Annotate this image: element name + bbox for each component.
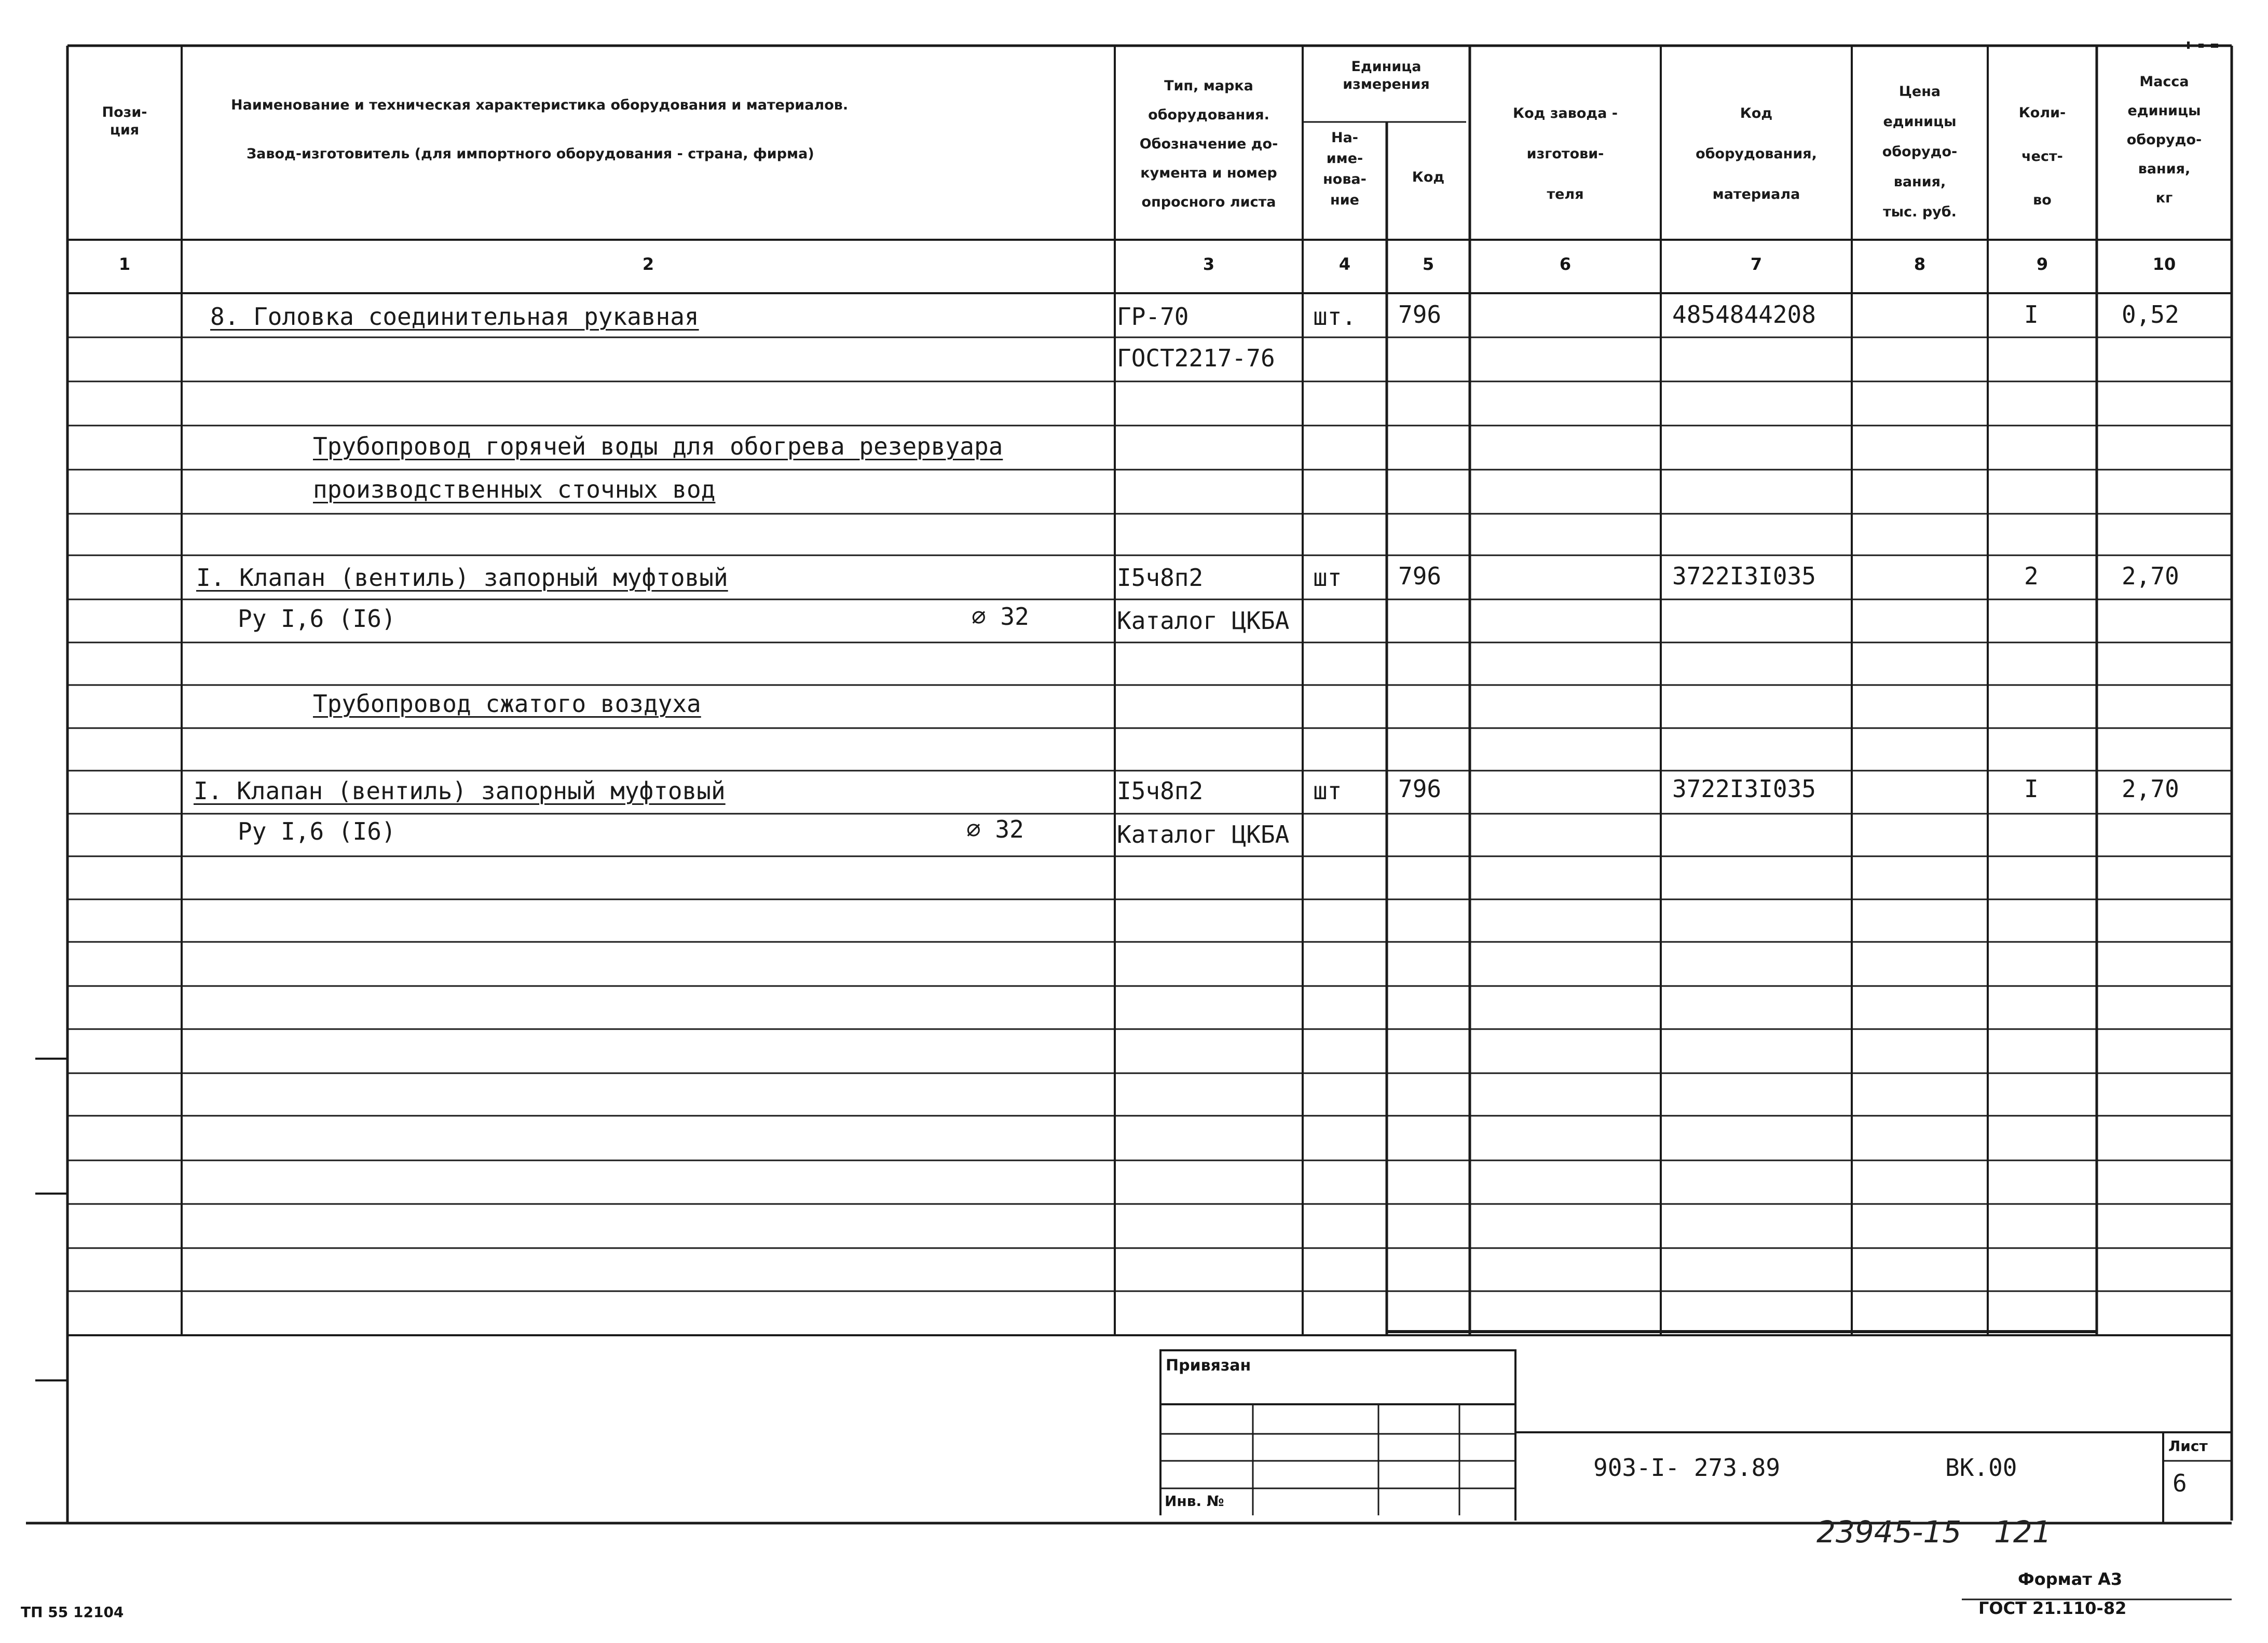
item-equipment-code: 3722I3I035 [1672, 562, 1816, 590]
column-number: 2 [642, 254, 654, 274]
header-type: Тип, марка оборудования. Обозначение до- кумента и номер опросного листа [1139, 78, 1278, 210]
header-price: Цена единицы оборудо- вания, тыс. руб. [1882, 84, 1958, 220]
document-code: ВК.00 [1945, 1454, 2017, 1482]
column-number: 10 [2152, 254, 2176, 274]
header-factory-code: Код завода - изготови- теля [1513, 105, 1618, 202]
column-number: 4 [1338, 254, 1351, 274]
section-title: Трубопровод сжатого воздуха [313, 690, 701, 718]
item-mass: 2,70 [2122, 562, 2179, 590]
column-number: 9 [2036, 254, 2048, 274]
item-name: I. Клапан (вентиль) запорный муфтовый [194, 777, 726, 805]
footer-gost: ГОСТ 21.110-82 [1978, 1598, 2127, 1618]
item-quantity: I [2024, 775, 2039, 803]
stamp-inventory-label: Инв. № [1165, 1493, 1224, 1510]
item-type: ГР-70 [1117, 303, 1189, 331]
header-unit-code: Код [1412, 169, 1445, 185]
header-name-line1: Наименование и техническая характеристика оборудования и материалов. [231, 97, 849, 113]
item-name: I. Клапан (вентиль) запорный муфтовый [196, 564, 728, 592]
item-type: I5ч8п2 [1117, 564, 1204, 592]
item-mass: 2,70 [2122, 775, 2179, 803]
column-number: 5 [1422, 254, 1434, 274]
stamp-bound-label: Привязан [1166, 1357, 1251, 1375]
column-number: 3 [1203, 254, 1215, 274]
column-number: 6 [1559, 254, 1572, 274]
item-unit: шт [1313, 564, 1342, 592]
item-equipment-code: 4854844208 [1672, 300, 1816, 328]
sheet-number: 6 [2173, 1469, 2187, 1497]
item-type: ГОСТ2217-76 [1117, 344, 1275, 372]
item-pressure: Ру I,6 (I6) [238, 817, 396, 845]
item-mass: 0,52 [2122, 300, 2179, 328]
column-number: 1 [118, 254, 131, 274]
item-unit-code: 796 [1398, 562, 1442, 590]
column-number: 8 [1914, 254, 1926, 274]
footer-left-code: ТП 55 12104 [21, 1604, 124, 1621]
item-type: Каталог ЦКБА [1117, 607, 1290, 635]
item-diameter: ⌀ 32 [966, 815, 1024, 843]
handwritten-ref: 121 [1994, 1514, 2052, 1550]
handwritten-ref: 23945-15 [1816, 1514, 1962, 1550]
header-unit-name: На- име- нова- ние [1323, 130, 1367, 208]
footer-format: Формат А3 [2018, 1569, 2123, 1589]
header-equipment-code: Код оборудования, материала [1696, 105, 1817, 202]
section-title: производственных сточных вод [313, 475, 716, 503]
item-unit: шт. [1313, 303, 1357, 331]
item-pressure: Ру I,6 (I6) [238, 605, 396, 633]
item-diameter: ⌀ 32 [972, 603, 1029, 631]
item-quantity: I [2024, 300, 2039, 328]
item-equipment-code: 3722I3I035 [1672, 775, 1816, 803]
column-number: 7 [1750, 254, 1763, 274]
item-name: 8. Головка соединительная рукавная [210, 303, 699, 331]
item-unit-code: 796 [1398, 300, 1442, 328]
header-mass: Масса единицы оборудо- вания, кг [2126, 74, 2202, 206]
header-position: Пози- ция [102, 104, 147, 138]
item-quantity: 2 [2024, 562, 2039, 590]
document-number: 903-I- 273.89 [1593, 1454, 1781, 1482]
header-unit-group: Единица измерения [1343, 59, 1430, 92]
header-quantity: Коли- чест- во [2018, 105, 2066, 208]
sheet-label: Лист [2168, 1437, 2208, 1455]
item-type: Каталог ЦКБА [1117, 820, 1290, 848]
section-title: Трубопровод горячей воды для обогрева резервуара [313, 432, 1003, 460]
item-type: I5ч8п2 [1117, 777, 1204, 805]
item-unit: шт [1313, 777, 1342, 805]
header-name-line2: Завод-изготовитель (для импортного оборудования - страна, фирма) [247, 146, 814, 162]
item-unit-code: 796 [1398, 775, 1442, 803]
